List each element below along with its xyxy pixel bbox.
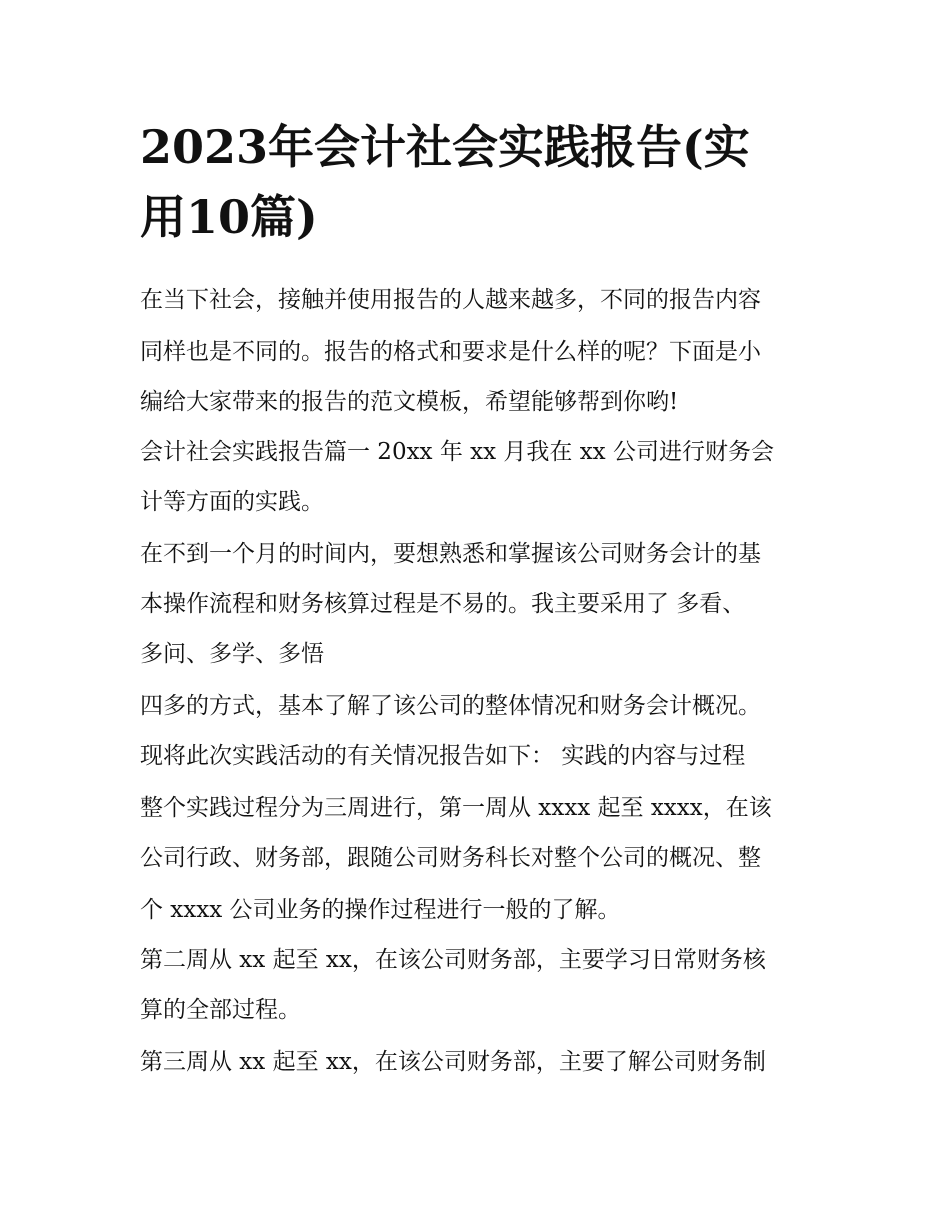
body-line-7: 本操作流程和财务核算过程是不易的。我主要采用了 多看、 xyxy=(140,591,746,617)
body-line-14: 第二周从 xx 起至 xx，在该公司财务部，主要学习日常财务核 xyxy=(140,947,766,973)
title-line-1: 2023年会计社会实践报告(实 xyxy=(140,120,750,174)
body-line-6: 在不到一个月的时间内，要想熟悉和掌握该公司财务会计的基 xyxy=(140,541,761,567)
document-title xyxy=(140,112,820,252)
body-line-12: 公司行政、财务部，跟随公司财务科长对整个公司的概况、整 xyxy=(140,845,761,871)
body-line-2: 同样也是不同的。报告的格式和要求是什么样的呢？下面是小 xyxy=(140,339,761,365)
body-line-15: 算的全部过程。 xyxy=(140,997,301,1023)
title-line-2: 用10篇) xyxy=(140,190,318,244)
document-page xyxy=(140,0,820,1229)
body-line-13: 个 xxxx 公司业务的操作过程进行一般的了解。 xyxy=(140,897,621,923)
body-line-11: 整个实践过程分为三周进行，第一周从 xxxx 起至 xxxx，在该 xyxy=(140,795,772,821)
body-line-8: 多问、多学、多悟 xyxy=(140,641,324,667)
body-line-5: 计等方面的实践。 xyxy=(140,489,324,515)
body-line-9: 四多的方式，基本了解了该公司的整体情况和财务会计概况。 xyxy=(140,693,761,719)
body-line-4: 会计社会实践报告篇一 20xx 年 xx 月我在 xx 公司进行财务会 xyxy=(140,439,774,465)
body-line-3: 编给大家带来的报告的范文模板，希望能够帮到你哟! xyxy=(140,389,679,415)
body-line-16: 第三周从 xx 起至 xx，在该公司财务部，主要了解公司财务制 xyxy=(140,1049,766,1075)
body-line-1: 在当下社会，接触并使用报告的人越来越多，不同的报告内容 xyxy=(140,287,761,313)
body-line-10: 现将此次实践活动的有关情况报告如下： 实践的内容与过程 xyxy=(140,743,746,769)
